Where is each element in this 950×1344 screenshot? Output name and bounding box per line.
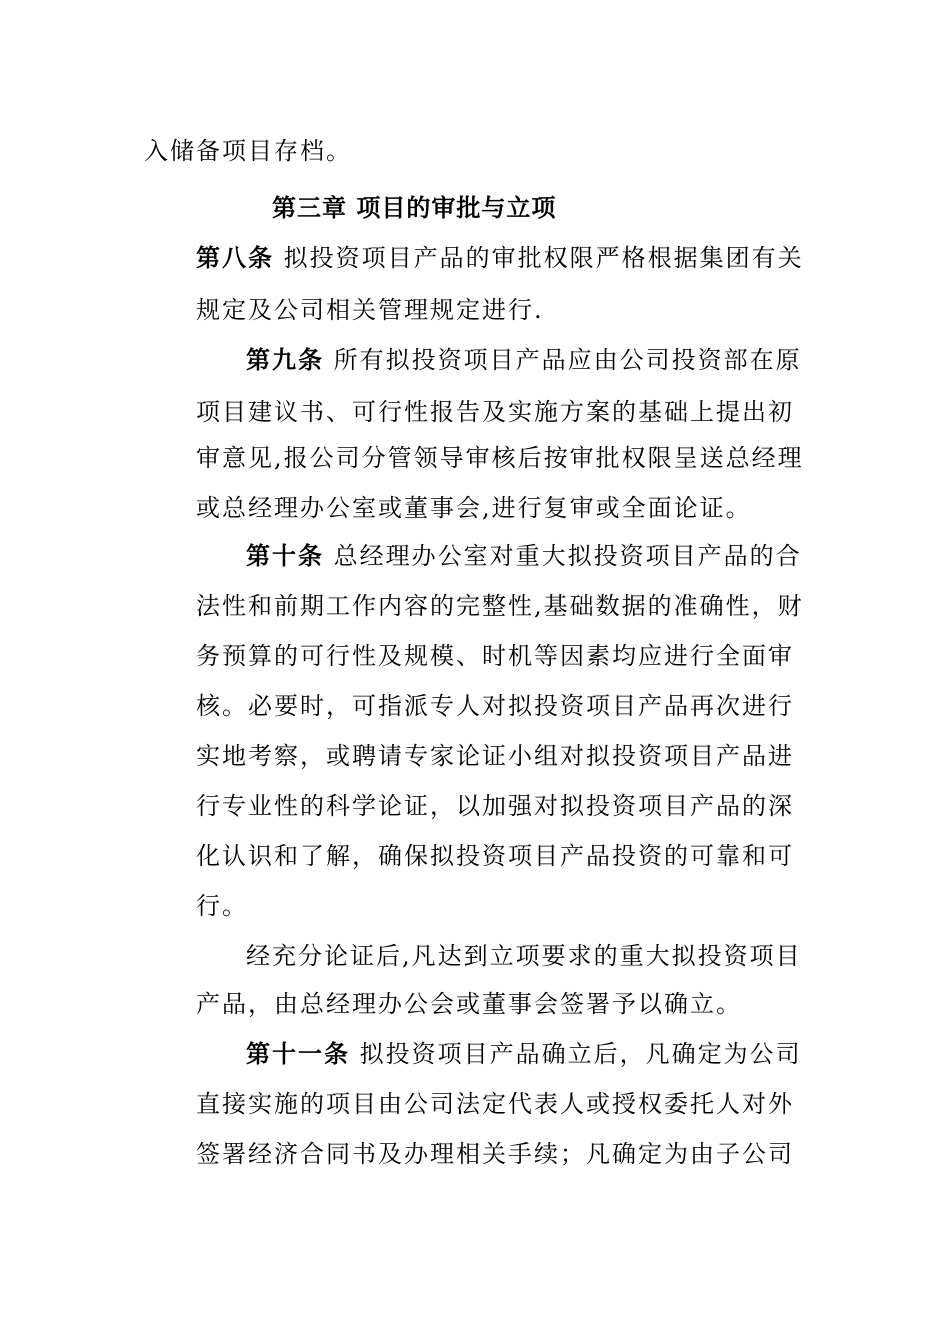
article-9-line: 项目建议书、可行性报告及实施方案的基础上提出初 [196,398,794,426]
continuation-line: 入储备项目存档。 [144,137,352,165]
article-10-label: 第十条 [246,542,324,570]
article-9-first-line [246,345,802,375]
article-11-text: 拟投资项目产品确立后，凡确定为公司 [350,1040,802,1068]
article-11-line: 直接实施的项目由公司法定代表人或授权委托人对外 [196,1090,794,1118]
article-8-first-line [196,243,804,273]
article-10-line: 行专业性的科学论证，以加强对拟投资项目产品的深 [196,792,794,820]
chapter-heading: 第三章 项目的审批与立项 [272,194,557,222]
article-10-text: 总经理办公室对重大拟投资项目产品的合 [324,542,802,570]
article-10-line: 行。 [196,892,248,920]
article-9-text: 所有拟投资项目产品应由公司投资部在原 [324,346,802,374]
paragraph-line: 产品，由总经理办公会或董事会签署予以确立。 [196,990,742,1018]
article-11-label: 第十一条 [246,1040,350,1068]
article-10-line: 法性和前期工作内容的完整性,基础数据的准确性，财 [196,592,804,620]
article-8-label: 第八条 [196,244,274,272]
article-11-line: 签署经济合同书及办理相关手续；凡确定为由子公司 [196,1140,794,1168]
article-9-label: 第九条 [246,346,324,374]
article-10-line: 务预算的可行性及规模、时机等因素均应进行全面审 [196,642,794,670]
article-10-line: 核。必要时，可指派专人对拟投资项目产品再次进行 [196,692,794,720]
article-9-line: 或总经理办公室或董事会,进行复审或全面论证。 [196,494,752,522]
article-10-line: 化认识和了解，确保拟投资项目产品投资的可靠和可 [196,842,794,870]
article-11-first-line [246,1039,802,1069]
article-10-first-line [246,541,802,571]
article-10-line: 实地考察，或聘请专家论证小组对拟投资项目产品进 [196,742,794,770]
article-8-line: 规定及公司相关管理规定进行. [196,296,544,324]
article-8-text: 拟投资项目产品的审批权限严格根据集团有关 [274,244,804,272]
article-9-line: 审意见,报公司分管领导审核后按审批权限呈送总经理 [196,444,804,472]
paragraph-line: 经充分论证后,凡达到立项要求的重大拟投资项目 [246,942,802,970]
